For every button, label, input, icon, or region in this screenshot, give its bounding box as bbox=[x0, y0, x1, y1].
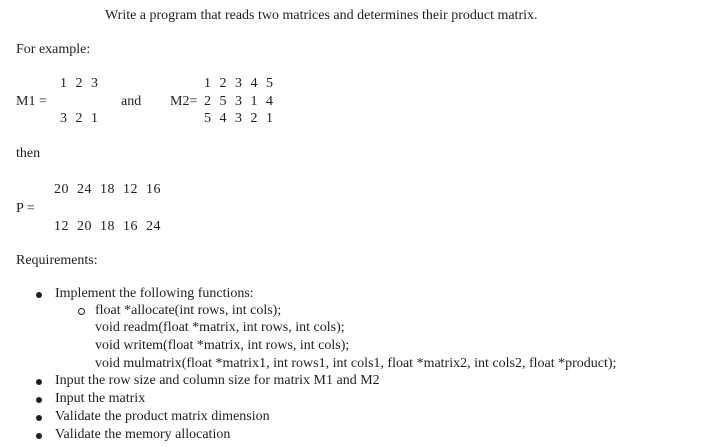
function-writem: void writem(float *matrix, int rows, int cols); bbox=[95, 338, 350, 353]
then-label: then bbox=[16, 146, 41, 161]
requirement-item-1: Implement the following functions: bbox=[55, 286, 254, 301]
p-row-1: 20 24 18 12 16 bbox=[54, 182, 161, 197]
problem-title: Write a program that reads two matrices and determines their product matrix. bbox=[105, 8, 538, 23]
m1-label: M1 = bbox=[16, 94, 47, 109]
requirement-item-4: Validate the product matrix dimension bbox=[55, 409, 270, 424]
function-mulmatrix: void mulmatrix(float *matrix1, int rows1, int cols1, float *matrix2, int cols2, float *product); bbox=[95, 356, 617, 371]
requirement-item-5: Validate the memory allocation bbox=[55, 427, 231, 442]
bullet-icon bbox=[36, 415, 42, 421]
m2-row-3: 5 4 3 2 1 bbox=[204, 111, 274, 126]
requirement-item-3: Input the matrix bbox=[55, 391, 146, 406]
m1-row-2: 3 2 1 bbox=[60, 111, 99, 126]
bullet-icon bbox=[36, 433, 42, 439]
requirements-label: Requirements: bbox=[16, 253, 98, 268]
m1-row-1: 1 2 3 bbox=[60, 76, 99, 91]
function-readm: void readm(float *matrix, int rows, int cols); bbox=[95, 320, 345, 335]
p-label: P = bbox=[16, 201, 35, 216]
m2-row-2: 2 5 3 1 4 bbox=[204, 94, 274, 109]
requirement-item-2: Input the row size and column size for matrix M1 and M2 bbox=[55, 373, 380, 388]
bullet-icon bbox=[36, 379, 42, 385]
circle-bullet-icon bbox=[78, 308, 85, 315]
example-label: For example: bbox=[16, 42, 91, 57]
and-label: and bbox=[121, 94, 142, 109]
p-row-2: 12 20 18 16 24 bbox=[54, 219, 161, 234]
m2-label: M2= bbox=[170, 94, 198, 109]
function-allocate: float *allocate(int rows, int cols); bbox=[95, 303, 282, 318]
bullet-icon bbox=[36, 292, 42, 298]
m2-row-1: 1 2 3 4 5 bbox=[204, 76, 274, 91]
bullet-icon bbox=[36, 397, 42, 403]
